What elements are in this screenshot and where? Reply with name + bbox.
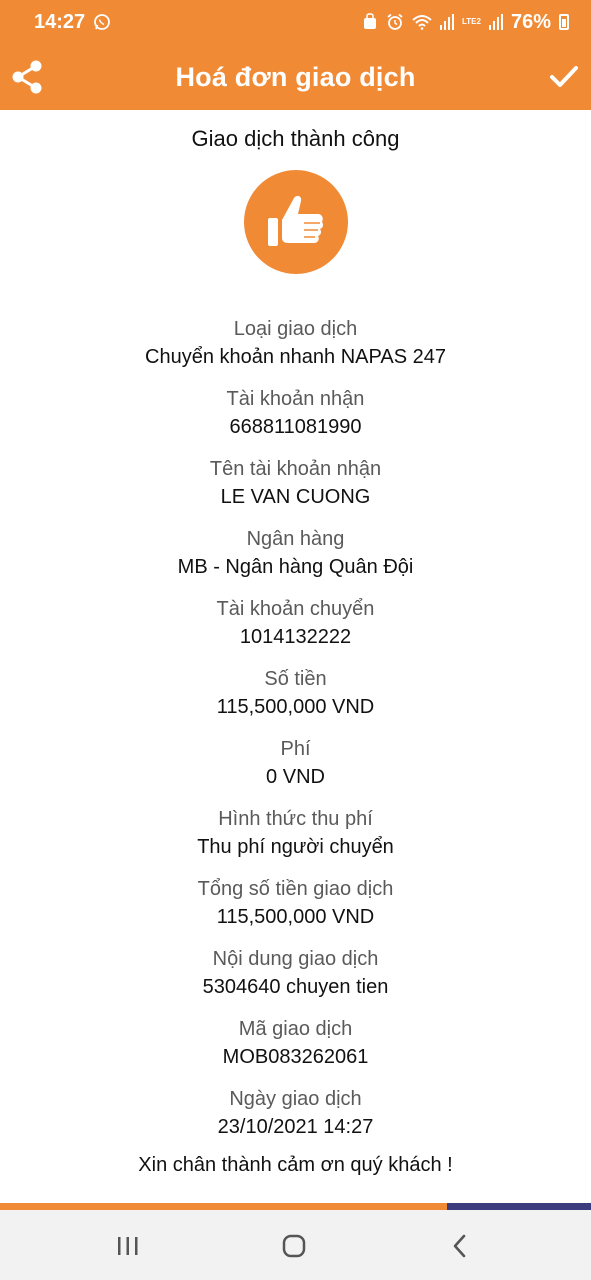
field-fee-method [0, 804, 591, 874]
status-left [34, 11, 111, 34]
signal-icon [440, 14, 454, 30]
field-source-account [0, 594, 591, 664]
field-total-amount [0, 874, 591, 944]
field-value: 5304640 chuyen tien [202, 976, 389, 998]
field-value: 1014132222 [239, 626, 352, 648]
field-label: Ngày giao dịch [229, 1088, 362, 1110]
field-value: MB - Ngân hàng Quân Đội [177, 556, 414, 578]
confirm-button[interactable] [547, 60, 581, 94]
status-time: 14:27 [34, 10, 86, 33]
field-label: Phí [280, 738, 311, 760]
field-value: 0 VND [266, 766, 325, 788]
field-label: Tài khoản chuyển [216, 598, 375, 620]
status-bar [0, 0, 591, 44]
field-transaction-date [0, 1084, 591, 1154]
field-receiving-account [0, 384, 591, 454]
field-value: MOB083262061 [222, 1046, 369, 1068]
field-description [0, 944, 591, 1014]
field-receiving-account-name [0, 454, 591, 524]
status-right [362, 11, 569, 34]
network-type-label: LTE2 [462, 17, 481, 26]
recent-apps-button[interactable] [108, 1230, 148, 1262]
whatsapp-icon [93, 13, 111, 31]
field-value: LE VAN CUONG [220, 486, 371, 508]
home-icon [281, 1233, 307, 1259]
success-badge [244, 170, 348, 274]
field-label: Ngân hàng [246, 528, 345, 550]
back-icon [450, 1233, 470, 1259]
signal-icon-2 [489, 14, 503, 30]
thank-you-message: Xin chân thành cảm ơn quý khách ! [138, 1154, 453, 1176]
alarm-clock-icon [386, 13, 404, 31]
strip-orange-segment [0, 1203, 447, 1210]
strip-navy-segment [447, 1203, 591, 1210]
thumbs-up-icon [264, 190, 328, 254]
field-fee [0, 734, 591, 804]
field-label: Tên tài khoản nhận [209, 458, 382, 480]
battery-percent: 76% [510, 10, 551, 33]
back-button[interactable] [440, 1230, 480, 1262]
field-bank [0, 524, 591, 594]
field-label: Hình thức thu phí [218, 808, 373, 830]
field-value: Thu phí người chuyển [197, 836, 394, 858]
field-value: 23/10/2021 14:27 [217, 1116, 374, 1138]
field-value: 115,500,000 VND [216, 696, 375, 718]
field-label: Nội dung giao dịch [212, 948, 379, 970]
share-button[interactable] [10, 58, 44, 96]
field-transaction-id [0, 1014, 591, 1084]
field-value: 668811081990 [229, 416, 362, 438]
field-label: Mã giao dịch [238, 1018, 353, 1040]
transaction-status-title: Giao dịch thành công [191, 126, 400, 151]
check-icon [547, 60, 581, 94]
app-bar [0, 44, 591, 110]
home-button[interactable] [274, 1230, 314, 1262]
field-value: Chuyển khoản nhanh NAPAS 247 [145, 346, 446, 368]
field-label: Loại giao dịch [233, 318, 358, 340]
page-title: Hoá đơn giao dịch [175, 61, 416, 92]
field-label: Tổng số tiền giao dịch [197, 878, 394, 900]
field-label: Tài khoản nhận [226, 388, 365, 410]
share-icon [10, 58, 44, 96]
field-transaction-type [0, 314, 591, 384]
field-amount [0, 664, 591, 734]
wifi-icon [412, 14, 432, 30]
field-label: Số tiền [264, 668, 327, 690]
field-value: 115,500,000 VND [216, 906, 375, 928]
system-navigation-bar [0, 1210, 591, 1280]
recent-apps-icon [116, 1235, 140, 1257]
battery-icon [559, 14, 569, 30]
bottom-progress-strip [0, 1203, 591, 1210]
receipt-fields [0, 314, 591, 1154]
alarm-icon [362, 13, 378, 31]
